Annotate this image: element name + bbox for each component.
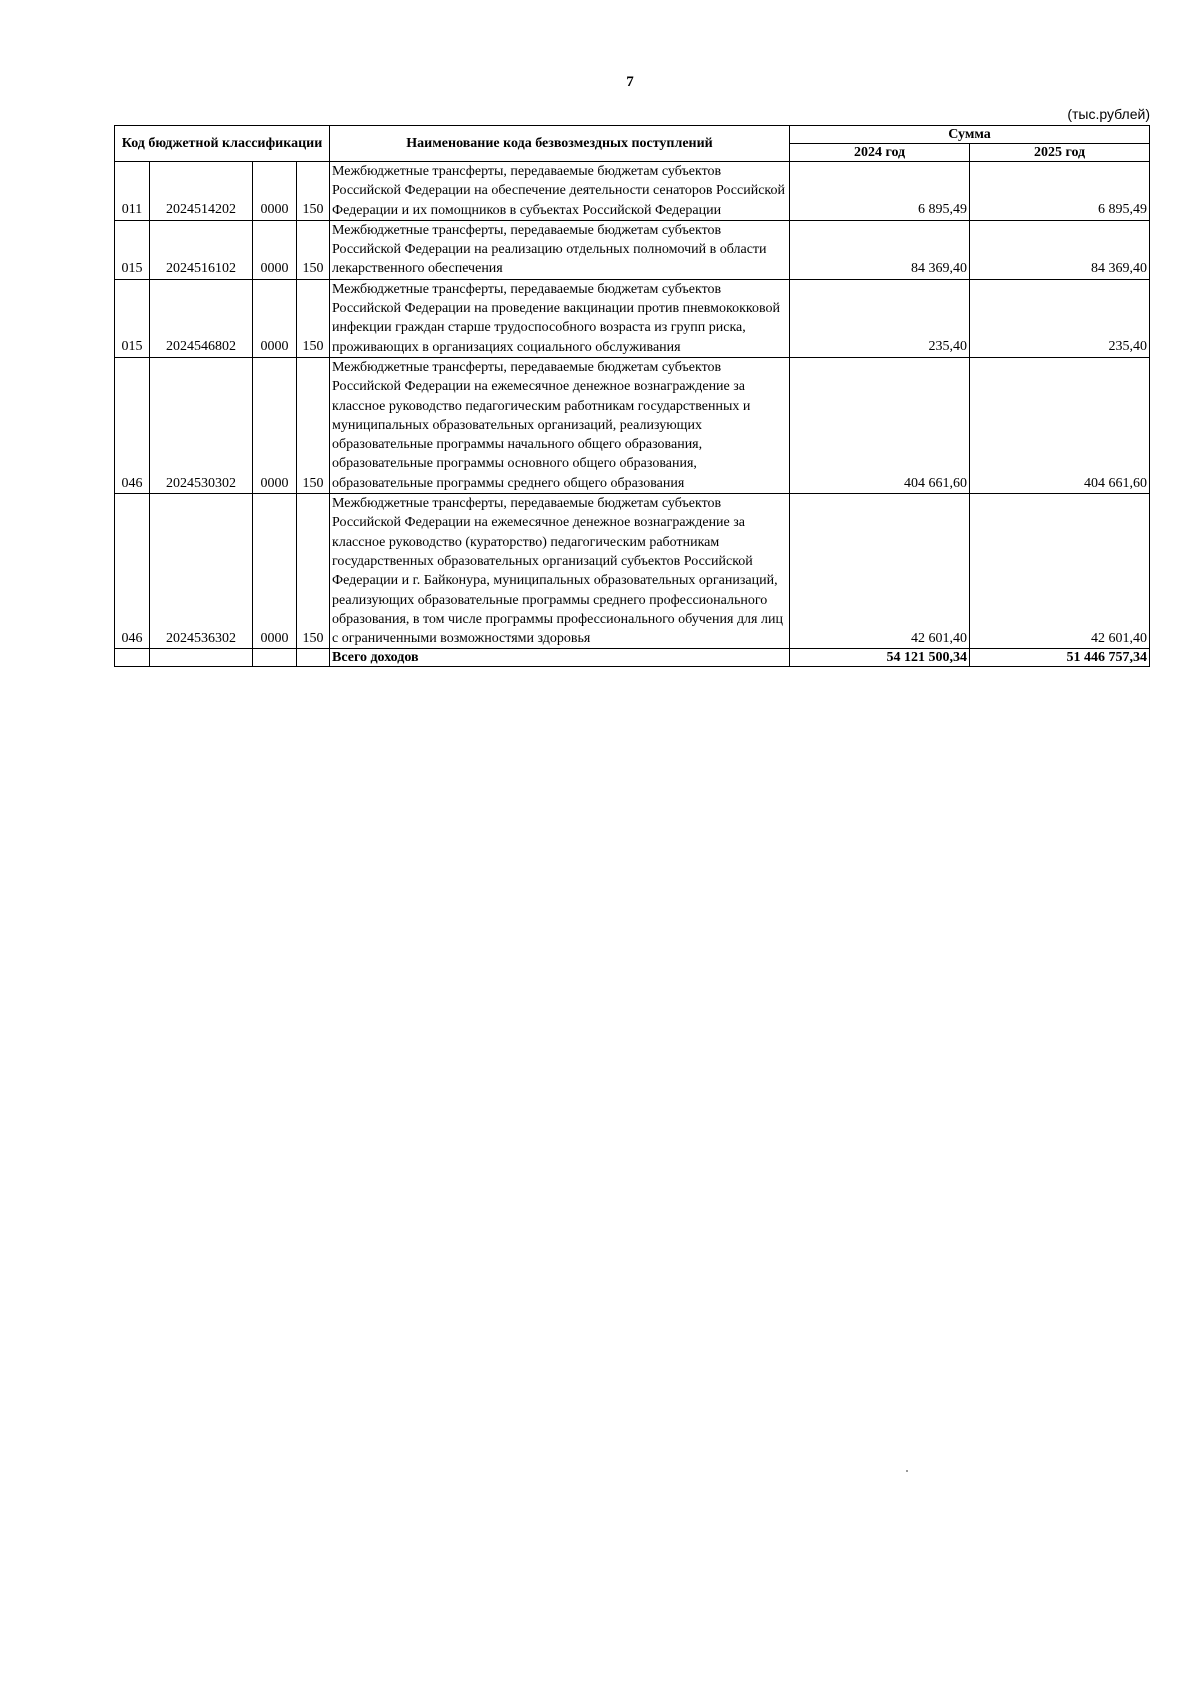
amount-2025: 84 369,40 (970, 220, 1150, 279)
code-economic: 150 (297, 279, 330, 357)
code-program: 0000 (253, 162, 297, 221)
amount-2025: 404 661,60 (970, 357, 1150, 493)
code-admin: 015 (115, 279, 150, 357)
amount-2024: 84 369,40 (790, 220, 970, 279)
code-program: 0000 (253, 279, 297, 357)
code-main: 2024514202 (150, 162, 253, 221)
empty-cell (297, 649, 330, 667)
amount-2025: 235,40 (970, 279, 1150, 357)
code-admin: 015 (115, 220, 150, 279)
page-number: 7 (626, 74, 634, 90)
code-economic: 150 (297, 357, 330, 493)
code-main: 2024546802 (150, 279, 253, 357)
code-main: 2024516102 (150, 220, 253, 279)
income-name: Межбюджетные трансферты, передаваемые бюджетам субъектов Российской Федерации на проведение вакцинации против пневмококковой инфекции граждан старше трудоспособного возраста из групп риска, проживающих в организациях социального обслуживания (330, 279, 790, 357)
table-row (115, 279, 1150, 357)
amount-2025: 42 601,40 (970, 494, 1150, 649)
income-name: Межбюджетные трансферты, передаваемые бюджетам субъектов Российской Федерации на ежемесячное денежное вознаграждение за классное руководство педагогическим работникам государственных и муниципальных образовательных организаций, реализующих образовательные программы начального общего образования, образовательные программы основного общего образования, образовательные программы среднего общего образования (330, 357, 790, 493)
scan-speck (906, 1470, 908, 1472)
total-label: Всего доходов (330, 649, 790, 667)
code-economic: 150 (297, 494, 330, 649)
empty-cell (150, 649, 253, 667)
header-year-2024: 2024 год (790, 144, 970, 162)
table-row (115, 494, 1150, 649)
code-admin: 046 (115, 357, 150, 493)
header-code: Код бюджетной классификации (115, 126, 330, 162)
units-label: (тыс.рублей) (1067, 106, 1150, 122)
total-2025: 51 446 757,34 (970, 649, 1150, 667)
amount-2024: 42 601,40 (790, 494, 970, 649)
header-sum: Сумма (790, 126, 1150, 144)
code-economic: 150 (297, 220, 330, 279)
empty-cell (253, 649, 297, 667)
amount-2024: 6 895,49 (790, 162, 970, 221)
income-name: Межбюджетные трансферты, передаваемые бюджетам субъектов Российской Федерации на ежемесячное денежное вознаграждение за классное руководство (кураторство) педагогическим работникам государственных образовательных организаций субъектов Российской Федерации и г. Байконура, муниципальных образовательных организаций, реализующих образовательные программы среднего профессионального образования, в том числе программы профессионального обучения для лиц с ограниченными возможностями здоровья (330, 494, 790, 649)
budget-table (114, 125, 1150, 667)
table-row (115, 357, 1150, 493)
code-program: 0000 (253, 220, 297, 279)
amount-2024: 404 661,60 (790, 357, 970, 493)
code-main: 2024536302 (150, 494, 253, 649)
amount-2025: 6 895,49 (970, 162, 1150, 221)
code-admin: 046 (115, 494, 150, 649)
code-program: 0000 (253, 494, 297, 649)
header-name: Наименование кода безвозмездных поступлений (330, 126, 790, 162)
total-2024: 54 121 500,34 (790, 649, 970, 667)
code-main: 2024530302 (150, 357, 253, 493)
empty-cell (115, 649, 150, 667)
header-year-2025: 2025 год (970, 144, 1150, 162)
income-name: Межбюджетные трансферты, передаваемые бюджетам субъектов Российской Федерации на реализацию отдельных полномочий в области лекарственного обеспечения (330, 220, 790, 279)
code-economic: 150 (297, 162, 330, 221)
amount-2024: 235,40 (790, 279, 970, 357)
total-row (115, 649, 1150, 667)
income-name: Межбюджетные трансферты, передаваемые бюджетам субъектов Российской Федерации на обеспечение деятельности сенаторов Российской Федерации и их помощников в субъектах Российской Федерации (330, 162, 790, 221)
table-row (115, 162, 1150, 221)
code-admin: 011 (115, 162, 150, 221)
code-program: 0000 (253, 357, 297, 493)
table-row (115, 220, 1150, 279)
